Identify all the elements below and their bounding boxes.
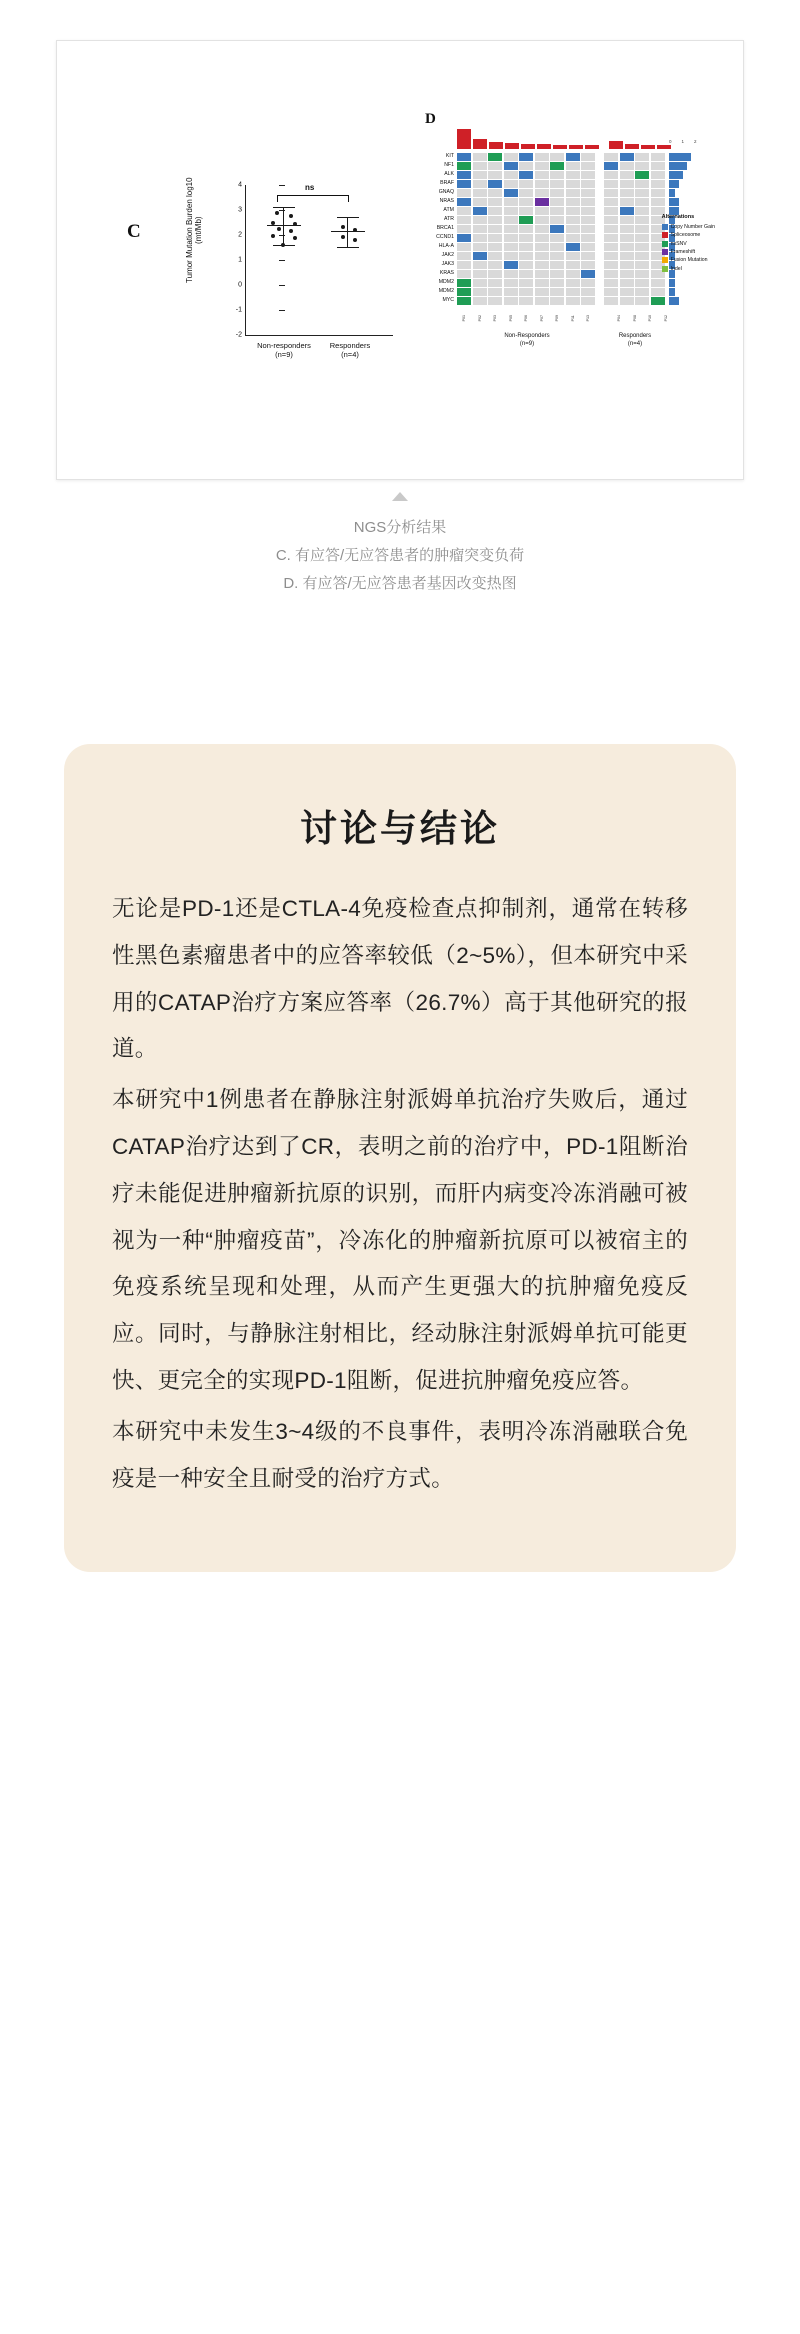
panel-c-error-cap: [337, 217, 359, 218]
figure-caption: [0, 514, 800, 597]
oncoprint-row: [438, 243, 665, 251]
panel-c-data-point: [289, 229, 293, 233]
oncoprint-row: [444, 162, 665, 170]
sample-label: P08: [632, 315, 637, 322]
oncoprint-row: [445, 153, 665, 161]
panel-d-sample-labels: [457, 315, 673, 321]
gene-label: JAK2: [441, 252, 454, 259]
caption-line-1: NGS分析结果: [353, 519, 447, 536]
legend-swatch: [662, 232, 668, 238]
figure-inner: [57, 41, 743, 479]
oncoprint-row: [439, 270, 665, 278]
sample-label: P02: [477, 315, 482, 322]
gene-label: CCND1: [436, 234, 454, 241]
panel-c-group-label: Responders (n=4): [329, 341, 371, 360]
sample-label: P11: [570, 315, 575, 322]
panel-c-data-point: [353, 228, 357, 232]
legend-swatch: [662, 257, 668, 263]
discussion-title: 讨论与结论: [300, 809, 500, 850]
oncoprint-row: [438, 288, 665, 296]
discussion-paragraph: 本研究中未发生3~4级的不良事件，表明冷冻消融联合免疫是一种安全且耐受的治疗方式。: [112, 1418, 688, 1491]
legend-label: Copy Number Gain: [670, 223, 715, 230]
figure-card: [56, 40, 744, 480]
discussion-paragraph: 本研究中1例患者在静脉注射派姆单抗治疗失败后，通过CATAP治疗达到了CR，表明之前的治疗中，PD-1阻断治疗未能促进肿瘤新抗原的识别，而肝内病变冷冻消融可被视为一种“肿瘤疫苗”，冷冻化的肿瘤新抗原可以被宿主的免疫系统呈现和处理，从而产生更强大的抗肿瘤免疫反应。同时，与静脉注射相比，经动脉注射派姆单抗可能更快、更完全的实现PD-1阻断，促进抗肿瘤免疫应答。: [112, 1087, 688, 1393]
gene-label: MYC: [442, 297, 454, 304]
panel-d-letter: D: [425, 111, 436, 127]
oncoprint-row: [442, 297, 665, 305]
legend-swatch: [662, 249, 668, 255]
sample-label: P07: [539, 315, 544, 322]
sample-label: P09: [555, 315, 559, 322]
panel-c-data-point: [341, 235, 345, 239]
panel-c-data-point: [281, 243, 285, 247]
panel-c-data-point: [293, 236, 297, 240]
sample-label: P13: [586, 315, 590, 322]
gene-label: KRAS: [439, 270, 454, 277]
oncoprint-row: [441, 252, 665, 260]
panel-c-error-cap: [337, 247, 359, 248]
panel-c-plot: [184, 177, 395, 361]
sample-label: P12: [663, 315, 668, 322]
sample-label: P03: [493, 315, 497, 322]
panel-c-significance-bracket: [277, 195, 349, 202]
oncoprint-row: [440, 180, 665, 188]
axis-tick: 2: [694, 139, 697, 144]
panel-c-tick-label: 0: [238, 281, 242, 289]
legend-label: Indel: [670, 265, 682, 272]
gene-label: MDM2: [438, 279, 454, 286]
panel-c-data-point: [275, 211, 279, 215]
panel-c-error-bar: [283, 207, 284, 225]
panel-c-data-point: [277, 227, 281, 231]
panel-c-data-point: [271, 221, 275, 225]
sample-label: P01: [462, 315, 466, 322]
caption-line-2: C. 有应答/无应答患者的肿瘤突变负荷: [275, 546, 525, 564]
gene-label: BRCA1: [436, 225, 454, 232]
oncoprint-row: [438, 189, 665, 197]
legend-swatch: [662, 266, 668, 272]
panel-c-error-bar: [283, 225, 284, 245]
legend-label: Spliceosome: [670, 232, 701, 239]
legend-label: Frameshift: [670, 248, 696, 255]
caption-line-3: D. 有应答/无应答患者基因改变热图: [283, 574, 517, 592]
panel-d-grid: [436, 153, 665, 305]
caption-caret-icon: [392, 492, 408, 501]
sample-label: P04: [617, 315, 621, 322]
legend-item: [662, 248, 715, 256]
oncoprint-row: [444, 171, 665, 179]
oncoprint-row: [441, 261, 665, 269]
gene-label: GNAQ: [438, 189, 454, 196]
legend-item: [662, 240, 715, 248]
panel-c-data-point: [289, 214, 293, 218]
discussion-card: [64, 744, 736, 1572]
panel-c-significance-label: ns: [305, 183, 315, 192]
legend-swatch: [662, 241, 668, 247]
panel-c-data-point: [353, 238, 357, 242]
panel-c-mean-line: [331, 231, 365, 232]
panel-d-plot: [417, 127, 717, 347]
gene-label: ATM: [443, 207, 454, 214]
legend-item: [662, 231, 715, 239]
oncoprint-row: [444, 216, 665, 224]
sample-label: P05: [508, 315, 513, 322]
axis-tick: 0: [669, 139, 672, 144]
gene-label: ALK: [444, 171, 454, 178]
gene-label: JAK3: [441, 261, 454, 268]
panel-c-error-cap: [273, 207, 295, 208]
oncoprint-row: [438, 279, 665, 287]
panel-c-tick-label: 2: [238, 231, 242, 239]
oncoprint-row: [443, 207, 665, 215]
panel-c-error-bar: [347, 231, 348, 247]
gene-label: NF1: [444, 162, 454, 169]
sample-label: P06: [524, 315, 528, 322]
discussion-paragraph: 无论是PD-1还是CTLA-4免疫检查点抑制剂，通常在转移性黑色素瘤患者中的应答率较低（2~5%），但本研究中采用的CATAP治疗方案应答率（26.7%）高于其他研究的报道。: [112, 896, 688, 1062]
legend-label: nsSNV: [670, 240, 687, 247]
panel-c-data-point: [293, 222, 297, 226]
panel-d-group-label: Responders (n=4): [618, 333, 652, 347]
legend-label: Fusion Mutation: [670, 257, 708, 264]
panel-d-top-bars: [457, 127, 671, 149]
panel-c-y-axis: [245, 185, 246, 335]
panel-d-right-axis: [669, 139, 697, 144]
legend-swatch: [662, 224, 668, 230]
panel-d-legend: [662, 213, 715, 273]
oncoprint-row: [436, 225, 665, 233]
panel-c-x-axis: [245, 335, 393, 336]
legend-title: Alternations: [661, 214, 695, 220]
gene-label: HLA-A: [438, 243, 454, 250]
oncoprint-row: [436, 234, 665, 242]
panel-c-letter: C: [127, 221, 141, 242]
panel-c-tick-label: -2: [235, 331, 242, 339]
panel-c-data-point: [341, 225, 345, 229]
gene-label: KIT: [445, 153, 454, 160]
panel-c-tick-label: 4: [238, 181, 242, 189]
panel-c-tick-label: 1: [238, 256, 242, 264]
oncoprint-row: [439, 198, 665, 206]
panel-c-data-point: [271, 234, 275, 238]
gene-label: MDM2: [438, 288, 454, 295]
legend-item: [662, 256, 715, 264]
gene-label: NRAS: [439, 198, 454, 205]
panel-d-group-label: Non-Responders (n=9): [504, 333, 550, 347]
panel-c-tick-label: 3: [238, 206, 242, 214]
sample-label: P10: [648, 315, 652, 322]
panel-c-tick-label: -1: [235, 306, 242, 314]
legend-item: [662, 223, 715, 231]
gene-label: ATR: [444, 216, 454, 223]
panel-c-y-axis-label: Tumor Mutation Burden log10 (mt/Mb): [184, 177, 203, 283]
panel-c-group-label: Non-responders (n=9): [257, 341, 311, 360]
gene-label: BRAF: [440, 180, 454, 187]
axis-tick: 1: [681, 139, 685, 144]
legend-item: [662, 265, 715, 273]
panel-c-error-bar: [347, 217, 348, 231]
